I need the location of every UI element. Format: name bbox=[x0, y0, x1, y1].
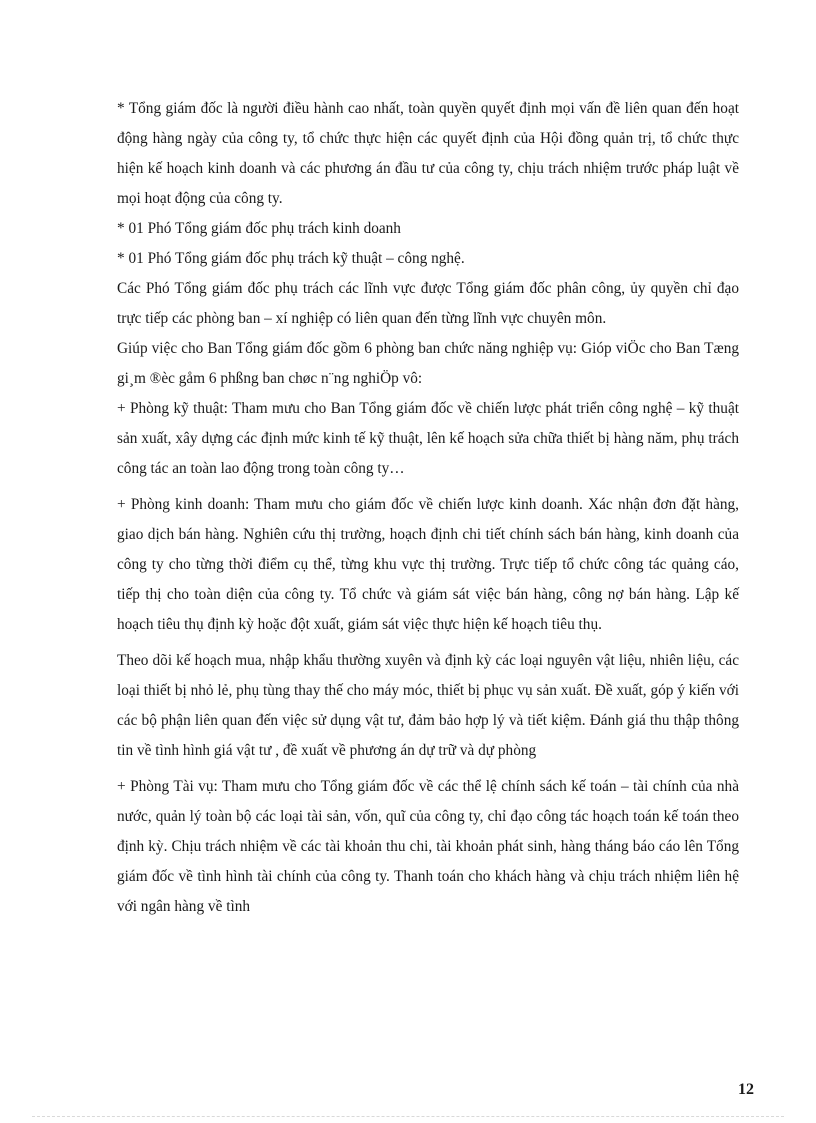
paragraph-deputies-role: Các Phó Tổng giám đốc phụ trách các lĩnh vực được Tổng giám đốc phân công, ủy quyền chỉ đạo trực tiếp các phòng ban – xí nghiệp có liên quan đến từng lĩnh vực chuyên môn. bbox=[117, 280, 739, 327]
paragraph-deputy-technical: * 01 Phó Tổng giám đốc phụ trách kỹ thuật – công nghệ. bbox=[117, 250, 465, 267]
paragraph-procurement: Theo dõi kế hoạch mua, nhập khẩu thường xuyên và định kỳ các loại nguyên vật liệu, nhiên liệu, các loại thiết bị nhỏ lẻ, phụ tùng thay thế cho máy móc, thiết bị phục vụ sản xuất. Đề xuất, góp ý kiến với các bộ phận liên quan đến việc sử dụng vật tư, đảm bảo hợp lý và tiết kiệm. Đánh giá thu thập thông tin về tình hình giá vật tư , đề xuất về phương án dự trữ và dự phòng bbox=[117, 652, 739, 759]
paragraph-technical-dept: + Phòng kỹ thuật: Tham mưu cho Ban Tổng giám đốc về chiến lược phát triển công nghệ – kỹ thuật sản xuất, xây dựng các định mức kinh tế kỹ thuật, lên kế hoạch sửa chữa thiết bị hàng năm, phụ trách công tác an toàn lao động trong toàn công ty… bbox=[117, 400, 739, 477]
paragraph-deputy-business: * 01 Phó Tổng giám đốc phụ trách kinh doanh bbox=[117, 220, 401, 237]
paragraph-business-dept: + Phòng kinh doanh: Tham mưu cho giám đốc về chiến lược kinh doanh. Xác nhận đơn đặt hàng, giao dịch bán hàng. Nghiên cứu thị trường, hoạch định chi tiết chính sách bán hàng, kinh doanh của công ty cho từng thời điểm cụ thể, từng khu vực thị trường. Trực tiếp tổ chức công tác quảng cáo, tiếp thị cho toàn diện của công ty. Tổ chức và giám sát việc bán hàng, công nợ bán hàng. Lập kế hoạch tiêu thụ định kỳ hoặc đột xuất, giám sát việc thực hiện kế hoạch tiêu thụ. bbox=[117, 496, 739, 633]
page-number: 12 bbox=[738, 1081, 754, 1098]
document-body bbox=[117, 94, 739, 922]
paragraph-finance-dept: + Phòng Tài vụ: Tham mưu cho Tổng giám đốc về các thể lệ chính sách kế toán – tài chính của nhà nước, quản lý toàn bộ các loại tài sản, vốn, quĩ của công ty, chỉ đạo công tác hoạch toán kế toán theo định kỳ. Chịu trách nhiệm về các tài khoản thu chi, tài khoản phát sinh, hàng tháng báo cáo lên Tổng giám đốc về tình hình tài chính của công ty. Thanh toán cho khách hàng và chịu trách nhiệm liên hệ với ngân hàng về tình bbox=[117, 778, 739, 915]
paragraph-general-director: * Tổng giám đốc là người điều hành cao nhất, toàn quyền quyết định mọi vấn đề liên quan đến hoạt động hàng ngày của công ty, tổ chức thực hiện các quyết định của Hội đồng quản trị, tổ chức thực hiện kế hoạch kinh doanh và các phương án đầu tư của công ty, chịu trách nhiệm trước pháp luật về mọi hoạt động của công ty. bbox=[117, 100, 739, 207]
page-bottom-divider bbox=[32, 1116, 784, 1117]
paragraph-departments-intro: Giúp việc cho Ban Tổng giám đốc gồm 6 phòng ban chức năng nghiệp vụ: Gióp viÖc cho Ban Tæng gi¸m ®èc gåm 6 phßng ban chøc n¨ng nghiÖp vô: bbox=[117, 340, 739, 387]
